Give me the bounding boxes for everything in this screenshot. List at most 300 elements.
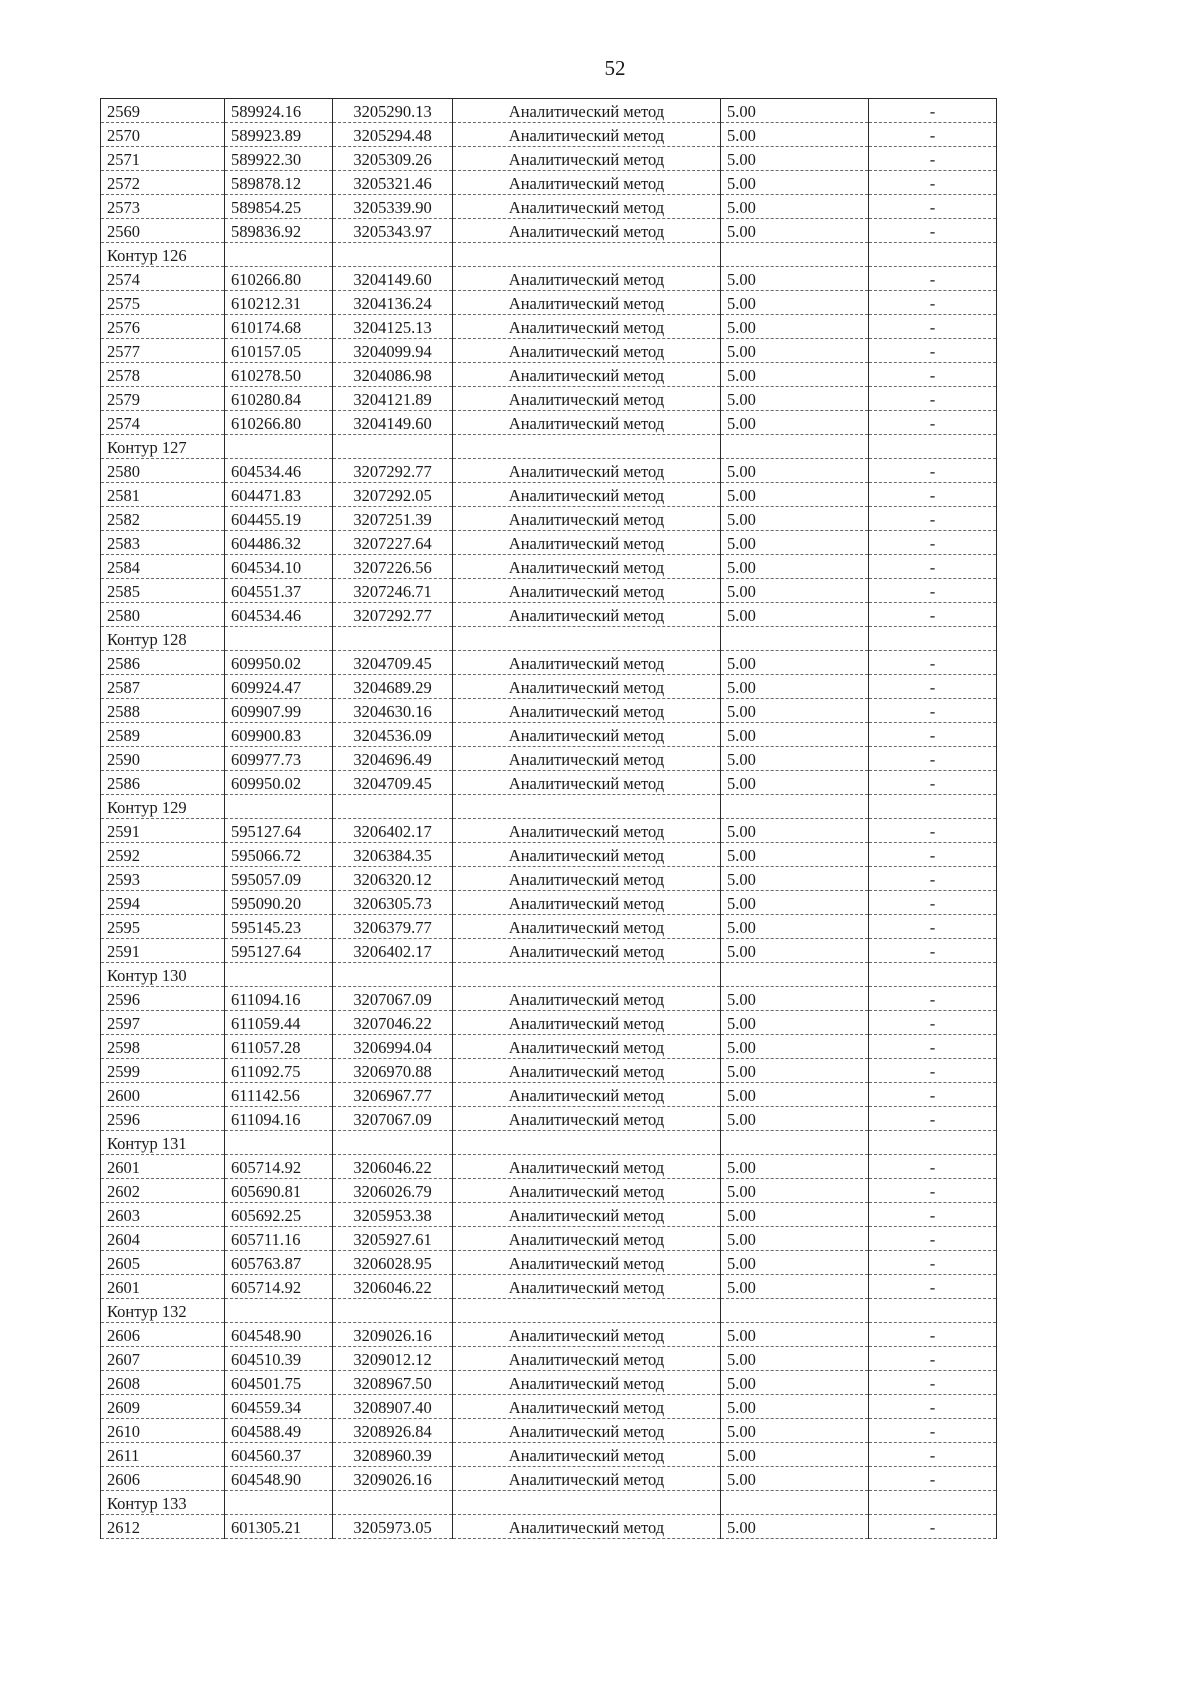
table-row (101, 483, 997, 507)
accuracy-cell: 5.00 (721, 339, 869, 363)
table-row (101, 267, 997, 291)
table-row (101, 1179, 997, 1203)
coord-x-cell: 611092.75 (225, 1059, 333, 1083)
contour-header-row (101, 243, 997, 267)
point-id-cell: 2580 (101, 459, 225, 483)
table-row (101, 555, 997, 579)
empty-cell (333, 963, 453, 987)
point-id-cell: 2607 (101, 1347, 225, 1371)
coord-y-cell: 3207292.77 (333, 459, 453, 483)
empty-cell (721, 1131, 869, 1155)
point-id-cell: 2605 (101, 1251, 225, 1275)
table-row (101, 339, 997, 363)
note-cell: - (869, 195, 997, 219)
method-cell: Аналитический метод (453, 651, 721, 675)
coord-x-cell: 605711.16 (225, 1227, 333, 1251)
accuracy-cell: 5.00 (721, 147, 869, 171)
coord-y-cell: 3204149.60 (333, 411, 453, 435)
note-cell: - (869, 1395, 997, 1419)
note-cell: - (869, 315, 997, 339)
coord-y-cell: 3205927.61 (333, 1227, 453, 1251)
coord-x-cell: 595127.64 (225, 819, 333, 843)
coord-x-cell: 595057.09 (225, 867, 333, 891)
coord-y-cell: 3205343.97 (333, 219, 453, 243)
point-id-cell: 2584 (101, 555, 225, 579)
table-row (101, 771, 997, 795)
point-id-cell: 2577 (101, 339, 225, 363)
method-cell: Аналитический метод (453, 507, 721, 531)
coord-y-cell: 3205309.26 (333, 147, 453, 171)
coord-y-cell: 3207226.56 (333, 555, 453, 579)
contour-label: Контур 129 (101, 795, 225, 819)
coord-y-cell: 3205294.48 (333, 123, 453, 147)
point-id-cell: 2575 (101, 291, 225, 315)
contour-label: Контур 132 (101, 1299, 225, 1323)
method-cell: Аналитический метод (453, 147, 721, 171)
table-row (101, 1059, 997, 1083)
method-cell: Аналитический метод (453, 1323, 721, 1347)
table-row (101, 1011, 997, 1035)
point-id-cell: 2574 (101, 411, 225, 435)
empty-cell (721, 435, 869, 459)
coord-x-cell: 605714.92 (225, 1155, 333, 1179)
accuracy-cell: 5.00 (721, 363, 869, 387)
table-row (101, 1467, 997, 1491)
note-cell: - (869, 603, 997, 627)
method-cell: Аналитический метод (453, 1227, 721, 1251)
accuracy-cell: 5.00 (721, 1203, 869, 1227)
coord-y-cell: 3206320.12 (333, 867, 453, 891)
coord-y-cell: 3205290.13 (333, 99, 453, 123)
point-id-cell: 2593 (101, 867, 225, 891)
table-row (101, 939, 997, 963)
method-cell: Аналитический метод (453, 267, 721, 291)
coord-x-cell: 604534.46 (225, 459, 333, 483)
note-cell: - (869, 363, 997, 387)
accuracy-cell: 5.00 (721, 1107, 869, 1131)
point-id-cell: 2609 (101, 1395, 225, 1419)
empty-cell (225, 243, 333, 267)
method-cell: Аналитический метод (453, 987, 721, 1011)
table-row (101, 1227, 997, 1251)
empty-cell (869, 1131, 997, 1155)
coord-x-cell: 605692.25 (225, 1203, 333, 1227)
coord-y-cell: 3206970.88 (333, 1059, 453, 1083)
accuracy-cell: 5.00 (721, 483, 869, 507)
coord-x-cell: 589836.92 (225, 219, 333, 243)
accuracy-cell: 5.00 (721, 1059, 869, 1083)
note-cell: - (869, 1059, 997, 1083)
contour-header-row (101, 1131, 997, 1155)
empty-cell (225, 795, 333, 819)
point-id-cell: 2587 (101, 675, 225, 699)
table-row (101, 1083, 997, 1107)
coord-y-cell: 3206994.04 (333, 1035, 453, 1059)
method-cell: Аналитический метод (453, 531, 721, 555)
note-cell: - (869, 723, 997, 747)
table-row (101, 1419, 997, 1443)
point-id-cell: 2602 (101, 1179, 225, 1203)
coord-y-cell: 3208926.84 (333, 1419, 453, 1443)
empty-cell (453, 1491, 721, 1515)
method-cell: Аналитический метод (453, 1347, 721, 1371)
note-cell: - (869, 1083, 997, 1107)
table-row (101, 1203, 997, 1227)
method-cell: Аналитический метод (453, 771, 721, 795)
coord-x-cell: 611057.28 (225, 1035, 333, 1059)
table-row (101, 651, 997, 675)
contour-header-row (101, 1299, 997, 1323)
coord-y-cell: 3205339.90 (333, 195, 453, 219)
coord-x-cell: 610278.50 (225, 363, 333, 387)
note-cell: - (869, 555, 997, 579)
table-row (101, 171, 997, 195)
method-cell: Аналитический метод (453, 363, 721, 387)
table-row (101, 195, 997, 219)
accuracy-cell: 5.00 (721, 603, 869, 627)
method-cell: Аналитический метод (453, 1395, 721, 1419)
table-row (101, 843, 997, 867)
note-cell: - (869, 1467, 997, 1491)
coord-x-cell: 611059.44 (225, 1011, 333, 1035)
table-row (101, 987, 997, 1011)
note-cell: - (869, 939, 997, 963)
note-cell: - (869, 699, 997, 723)
point-id-cell: 2571 (101, 147, 225, 171)
point-id-cell: 2611 (101, 1443, 225, 1467)
empty-cell (453, 243, 721, 267)
coord-y-cell: 3206384.35 (333, 843, 453, 867)
coord-y-cell: 3207292.05 (333, 483, 453, 507)
method-cell: Аналитический метод (453, 1467, 721, 1491)
table-row (101, 315, 997, 339)
empty-cell (869, 627, 997, 651)
table-row (101, 1035, 997, 1059)
method-cell: Аналитический метод (453, 939, 721, 963)
method-cell: Аналитический метод (453, 339, 721, 363)
method-cell: Аналитический метод (453, 675, 721, 699)
accuracy-cell: 5.00 (721, 1371, 869, 1395)
coordinates-table-body (101, 99, 997, 1539)
accuracy-cell: 5.00 (721, 1443, 869, 1467)
method-cell: Аналитический метод (453, 99, 721, 123)
note-cell: - (869, 171, 997, 195)
coord-x-cell: 609977.73 (225, 747, 333, 771)
coord-y-cell: 3206305.73 (333, 891, 453, 915)
contour-label: Контур 128 (101, 627, 225, 651)
empty-cell (333, 435, 453, 459)
coord-x-cell: 610174.68 (225, 315, 333, 339)
note-cell: - (869, 1155, 997, 1179)
coord-y-cell: 3204709.45 (333, 651, 453, 675)
note-cell: - (869, 411, 997, 435)
method-cell: Аналитический метод (453, 867, 721, 891)
note-cell: - (869, 507, 997, 531)
note-cell: - (869, 1515, 997, 1539)
accuracy-cell: 5.00 (721, 723, 869, 747)
coord-x-cell: 595145.23 (225, 915, 333, 939)
point-id-cell: 2589 (101, 723, 225, 747)
point-id-cell: 2603 (101, 1203, 225, 1227)
note-cell: - (869, 1323, 997, 1347)
coord-x-cell: 601305.21 (225, 1515, 333, 1539)
point-id-cell: 2569 (101, 99, 225, 123)
coord-x-cell: 611094.16 (225, 987, 333, 1011)
method-cell: Аналитический метод (453, 1515, 721, 1539)
coord-y-cell: 3209026.16 (333, 1467, 453, 1491)
method-cell: Аналитический метод (453, 1083, 721, 1107)
coord-x-cell: 610212.31 (225, 291, 333, 315)
note-cell: - (869, 867, 997, 891)
note-cell: - (869, 1203, 997, 1227)
contour-label: Контур 127 (101, 435, 225, 459)
coord-x-cell: 589923.89 (225, 123, 333, 147)
coord-x-cell: 589878.12 (225, 171, 333, 195)
coord-y-cell: 3204536.09 (333, 723, 453, 747)
method-cell: Аналитический метод (453, 1371, 721, 1395)
coord-x-cell: 604548.90 (225, 1467, 333, 1491)
coord-y-cell: 3204696.49 (333, 747, 453, 771)
accuracy-cell: 5.00 (721, 1395, 869, 1419)
accuracy-cell: 5.00 (721, 1275, 869, 1299)
coord-x-cell: 604560.37 (225, 1443, 333, 1467)
accuracy-cell: 5.00 (721, 1179, 869, 1203)
method-cell: Аналитический метод (453, 411, 721, 435)
coord-x-cell: 605763.87 (225, 1251, 333, 1275)
accuracy-cell: 5.00 (721, 219, 869, 243)
coord-x-cell: 610280.84 (225, 387, 333, 411)
method-cell: Аналитический метод (453, 579, 721, 603)
method-cell: Аналитический метод (453, 1107, 721, 1131)
note-cell: - (869, 291, 997, 315)
coord-y-cell: 3206028.95 (333, 1251, 453, 1275)
accuracy-cell: 5.00 (721, 1419, 869, 1443)
table-row (101, 123, 997, 147)
table-row (101, 411, 997, 435)
method-cell: Аналитический метод (453, 819, 721, 843)
empty-cell (721, 627, 869, 651)
empty-cell (453, 627, 721, 651)
coord-x-cell: 610266.80 (225, 267, 333, 291)
point-id-cell: 2580 (101, 603, 225, 627)
accuracy-cell: 5.00 (721, 579, 869, 603)
coord-y-cell: 3208907.40 (333, 1395, 453, 1419)
accuracy-cell: 5.00 (721, 915, 869, 939)
coord-y-cell: 3204689.29 (333, 675, 453, 699)
table-row (101, 363, 997, 387)
coord-x-cell: 604501.75 (225, 1371, 333, 1395)
method-cell: Аналитический метод (453, 219, 721, 243)
note-cell: - (869, 579, 997, 603)
table-row (101, 723, 997, 747)
note-cell: - (869, 891, 997, 915)
note-cell: - (869, 675, 997, 699)
empty-cell (721, 1491, 869, 1515)
point-id-cell: 2610 (101, 1419, 225, 1443)
contour-header-row (101, 1491, 997, 1515)
point-id-cell: 2573 (101, 195, 225, 219)
coordinates-table (100, 98, 997, 1539)
empty-cell (225, 627, 333, 651)
note-cell: - (869, 339, 997, 363)
accuracy-cell: 5.00 (721, 267, 869, 291)
note-cell: - (869, 267, 997, 291)
point-id-cell: 2581 (101, 483, 225, 507)
table-row (101, 219, 997, 243)
empty-cell (453, 435, 721, 459)
coord-x-cell: 609950.02 (225, 651, 333, 675)
note-cell: - (869, 1251, 997, 1275)
empty-cell (225, 1299, 333, 1323)
table-row (101, 915, 997, 939)
note-cell: - (869, 987, 997, 1011)
point-id-cell: 2591 (101, 939, 225, 963)
accuracy-cell: 5.00 (721, 987, 869, 1011)
table-row (101, 1107, 997, 1131)
coord-x-cell: 605690.81 (225, 1179, 333, 1203)
accuracy-cell: 5.00 (721, 1035, 869, 1059)
coord-y-cell: 3206402.17 (333, 939, 453, 963)
point-id-cell: 2594 (101, 891, 225, 915)
note-cell: - (869, 219, 997, 243)
coord-x-cell: 604486.32 (225, 531, 333, 555)
method-cell: Аналитический метод (453, 1275, 721, 1299)
coord-x-cell: 609907.99 (225, 699, 333, 723)
empty-cell (721, 795, 869, 819)
accuracy-cell: 5.00 (721, 1155, 869, 1179)
table-row (101, 291, 997, 315)
coord-y-cell: 3204099.94 (333, 339, 453, 363)
coord-y-cell: 3206026.79 (333, 1179, 453, 1203)
note-cell: - (869, 1227, 997, 1251)
empty-cell (869, 795, 997, 819)
table-row (101, 387, 997, 411)
coord-y-cell: 3207067.09 (333, 1107, 453, 1131)
method-cell: Аналитический метод (453, 723, 721, 747)
empty-cell (333, 1299, 453, 1323)
coord-y-cell: 3205953.38 (333, 1203, 453, 1227)
accuracy-cell: 5.00 (721, 171, 869, 195)
page-number: 52 (604, 56, 626, 80)
table-row (101, 579, 997, 603)
contour-label: Контур 131 (101, 1131, 225, 1155)
note-cell: - (869, 915, 997, 939)
coord-y-cell: 3206967.77 (333, 1083, 453, 1107)
point-id-cell: 2608 (101, 1371, 225, 1395)
accuracy-cell: 5.00 (721, 819, 869, 843)
accuracy-cell: 5.00 (721, 555, 869, 579)
accuracy-cell: 5.00 (721, 867, 869, 891)
empty-cell (333, 627, 453, 651)
coord-y-cell: 3205973.05 (333, 1515, 453, 1539)
coord-x-cell: 611094.16 (225, 1107, 333, 1131)
empty-cell (869, 963, 997, 987)
point-id-cell: 2601 (101, 1275, 225, 1299)
point-id-cell: 2590 (101, 747, 225, 771)
point-id-cell: 2601 (101, 1155, 225, 1179)
contour-header-row (101, 963, 997, 987)
point-id-cell: 2586 (101, 651, 225, 675)
table-row (101, 1275, 997, 1299)
coord-y-cell: 3206402.17 (333, 819, 453, 843)
point-id-cell: 2583 (101, 531, 225, 555)
point-id-cell: 2604 (101, 1227, 225, 1251)
table-row (101, 699, 997, 723)
accuracy-cell: 5.00 (721, 843, 869, 867)
point-id-cell: 2591 (101, 819, 225, 843)
contour-label: Контур 133 (101, 1491, 225, 1515)
point-id-cell: 2612 (101, 1515, 225, 1539)
point-id-cell: 2585 (101, 579, 225, 603)
coord-y-cell: 3205321.46 (333, 171, 453, 195)
empty-cell (721, 1299, 869, 1323)
accuracy-cell: 5.00 (721, 195, 869, 219)
note-cell: - (869, 819, 997, 843)
table-row (101, 99, 997, 123)
table-row (101, 531, 997, 555)
method-cell: Аналитический метод (453, 915, 721, 939)
accuracy-cell: 5.00 (721, 531, 869, 555)
coord-x-cell: 604559.34 (225, 1395, 333, 1419)
note-cell: - (869, 1011, 997, 1035)
note-cell: - (869, 651, 997, 675)
table-row (101, 1515, 997, 1539)
point-id-cell: 2596 (101, 987, 225, 1011)
contour-label: Контур 126 (101, 243, 225, 267)
point-id-cell: 2588 (101, 699, 225, 723)
contour-header-row (101, 435, 997, 459)
method-cell: Аналитический метод (453, 315, 721, 339)
method-cell: Аналитический метод (453, 171, 721, 195)
empty-cell (453, 1299, 721, 1323)
accuracy-cell: 5.00 (721, 1515, 869, 1539)
point-id-cell: 2597 (101, 1011, 225, 1035)
table-row (101, 459, 997, 483)
table-row (101, 1347, 997, 1371)
point-id-cell: 2576 (101, 315, 225, 339)
note-cell: - (869, 99, 997, 123)
table-row (101, 147, 997, 171)
accuracy-cell: 5.00 (721, 387, 869, 411)
method-cell: Аналитический метод (453, 387, 721, 411)
empty-cell (333, 1491, 453, 1515)
point-id-cell: 2570 (101, 123, 225, 147)
accuracy-cell: 5.00 (721, 99, 869, 123)
method-cell: Аналитический метод (453, 603, 721, 627)
empty-cell (869, 1491, 997, 1515)
coord-x-cell: 604534.46 (225, 603, 333, 627)
empty-cell (869, 435, 997, 459)
point-id-cell: 2606 (101, 1467, 225, 1491)
table-row (101, 867, 997, 891)
table-row (101, 1155, 997, 1179)
accuracy-cell: 5.00 (721, 1251, 869, 1275)
note-cell: - (869, 123, 997, 147)
point-id-cell: 2592 (101, 843, 225, 867)
coord-x-cell: 604471.83 (225, 483, 333, 507)
table-row (101, 747, 997, 771)
contour-header-row (101, 627, 997, 651)
point-id-cell: 2579 (101, 387, 225, 411)
accuracy-cell: 5.00 (721, 411, 869, 435)
coord-x-cell: 610157.05 (225, 339, 333, 363)
empty-cell (333, 243, 453, 267)
note-cell: - (869, 531, 997, 555)
coord-y-cell: 3207067.09 (333, 987, 453, 1011)
method-cell: Аналитический метод (453, 891, 721, 915)
coord-y-cell: 3204630.16 (333, 699, 453, 723)
accuracy-cell: 5.00 (721, 1467, 869, 1491)
